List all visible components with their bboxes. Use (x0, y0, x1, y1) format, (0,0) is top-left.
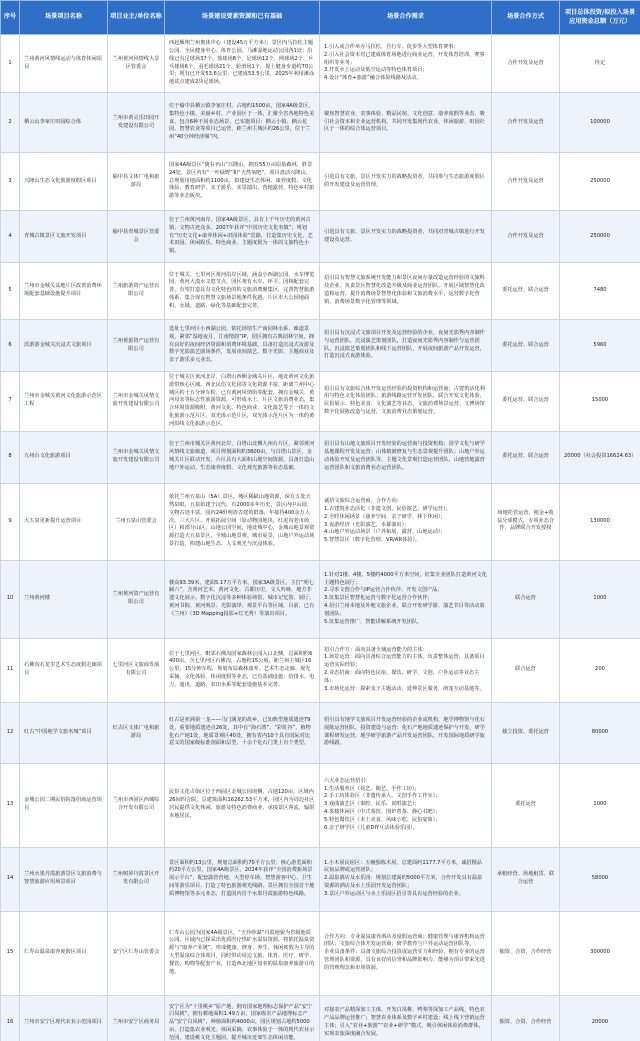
row-no: 12 (1, 702, 20, 763)
row-name: 滨游游金城关沉浸式文旅项目 (20, 320, 108, 372)
row-mode: 独资、合资、合作经营 (492, 911, 560, 995)
row-no: 15 (1, 911, 20, 995)
row-mode: 联合运营 (492, 638, 560, 702)
row-needs: 诚招文旅综合运营商，合作方向： 1.古建筑业态活化（非遗文创、民俗演艺、研学运营）； 2.全时休闲场景（康养空间、亲子研学、林下休闲）； 3.夜游经济（光影演艺、水幕演出）； 4.山地户外运动场景（户外拓展、露营、山地运动）； 5.智慧景区（数字化管理、VR/AR体验）。 (320, 483, 492, 560)
row-resources: 红古是亚洲第一龙——马门溪龙的故乡，已知典型地质遗迹79处，重要地质遗迹点26处，其中有“海石湾”、“彩虹谷”，植物化石产地1处，地质景观区40处，拥有省内10个具有国际对比意义的国家级标准剖面和层型，十余个化石门类上百个类型。 (165, 702, 320, 763)
table-row (1, 763, 640, 847)
row-resources: 仁寿山公园为国家4A级景区，“天异砂瀑”丹霞地貌为省级地质公园，区域内已探采出优质医疗热矿水温泉资源，将依托温泉资源与“康养产业链”，形成健康、修身、养生、休闲度假为主导的大型温泉综合体项目，同时带动周边文旅、体育、医疗、研学、餐饮、购物等配套产业，打造西北地区知名的温泉康养旅游目的地。 (165, 911, 320, 995)
row-needs: 对接农产品精深加工主体，开发白凤桃、鸭梨等深加工产品线，特色农产品品牌运营推广；智慧农业体系及数字乡村建设；线上线下营销运营主体；引入“农业+旅游”“农业+研学”模式，吸引休闲体验消费群体，实现农旅深度融合发展。 (320, 995, 492, 1041)
row-mode: 委托运营、联合运营 (492, 431, 560, 483)
row-needs: 招引具有沉浸式文旅项目开发及运营经验的企业，夜间光影秀内容制作与运营团队，沉浸演艺策划团队，打造夜间光影秀内容制作与运营团队，沉浸演艺策划团队和线下运营团队，开展夜间旅游产品开发运营，打造沉浸式夜游体验。 (320, 320, 492, 372)
row-no: 2 (1, 93, 20, 153)
row-resources: 位于兰州市城关区黄河北岸，白塔山北侧九州台片区，紧邻黄河风情线文旅廊道，项目规划面积约3800亩，与白塔山景区、金城关片区联动开发，片区具有大面积山地空间资源，具备打造山地户外运动、生态康养度假、文化观光旅游等业态基础。 (165, 431, 320, 483)
header-resources: 场景建设要素资源和已有基础 (165, 1, 320, 35)
row-owner: 兰州旅游资产运营有限公司 (108, 263, 165, 320)
row-resources: 西起雁翔兰州奥体中心（建设45万平方米）；景区内马拉松主题公园、全民健身中心、体育公园、马滩湿地运动公园各1处；沿线已有足球场37个、篮球场8个、足球场12个、网球场2个、乒乓球场6个、羽毛球场21个、轮滑场1个，堤上健身步道约70公里；现有已开发53.6公里，已建成53.5公里，2025年利用滩涂地试点建成2块足球场。 (165, 35, 320, 93)
row-resources: 楼高93.39米，建面5.17万平方米，国家3A级景区，主打“明七厢六”，含黄河艺术、黄河文化、古都历史、文人吟咏、地方非遗文化展示、数字化沉浸等多种体验场馆，城市记忆馆、展厅、黄河书院、黄河观景、光影演绎、观景平台等区域，目前，已有《兰州》（3D Mapping投影+灯光秀）等演出项目。 (165, 560, 320, 638)
row-investment: 7480 (560, 263, 640, 320)
row-resources: 景区面积约13公里，规划总面积约70平方公里；核心游览面积约20平方公里，国家4A级景区，2024年获评“全国消费新场景展示平台”，配套露营营地、大型停车场、智慧游客中心、卫生间等游乐项目，打造了特色旅游观光线路，景区拥有全国首个地质博物馆等多元业态，打造国内首个水墨丹霞旅游特色线路。 (165, 847, 320, 911)
header-mode: 场景合作方式 (492, 1, 560, 35)
row-name: 兰州水墨丹霞旅游景区文旅消费与智慧旅游应用场景项目 (20, 847, 108, 911)
row-investment: 100000 (560, 93, 640, 153)
row-resources: 依托兰州五泉山（5A）景区，城区稀缺山地资源，保有五处天然泉眼，五泉始建于汉代，有2000多年历史，景区内中山园、文物古迹丰富，园内24组明清古建筑群落，年接待400余万人次，三大片区、开展拓展空间（原动物园地块，红泥沟老市场区）和部分山区，山地公园空间，地处城中心，金城山地景观资源打造大五泉景区，全城山地景观、城市夏景，山地户外运动场景打造，构建山地生态、人文观光与沉浸体验。 (165, 483, 320, 560)
table-row (1, 35, 640, 93)
table-row (1, 483, 640, 560)
row-resources: 位于城关、七里河区黄河沿岸区域，涵盖小西湖公园、水车博览园、黄河大漠水文览节点，园区观有水车、环卫、园林配套完善、有望打造具有文化特色的的文旅消费聚集区，完善智慧旅游体系，集合现有智慧文旅场景地条件优越，片区市大公园地面积、水域、道路、绿化等基础配套完善。 (165, 263, 320, 320)
row-owner: 安宁区仁寿山管委会 (108, 911, 165, 995)
row-resources: 国家4A级景区“陇右名山”兴隆山，拥有55万亩原始森林，胜景24处，景区内有“一叶绿野”和“天然氧吧”，项目盘活兴隆山，总规划用地面积约1100亩，拟建设生态休闲、康养度假、文化体验、教育研学、亲子游乐、实景演出、营地露营、特色乡村旅游等业态板块。 (165, 153, 320, 211)
row-owner: 七里河区文旅商发展有限公司 (108, 638, 165, 702)
table-row (1, 560, 640, 638)
row-mode: 委托运营、联合运营 (492, 372, 560, 432)
row-mode: 独资、合资、合作经营 (492, 995, 560, 1041)
row-investment: 200 (560, 638, 640, 702)
row-needs: 招引具有山地文旅项目开发经验的运营商与投资机构；国学文化与研学基地课程开发及运营；山体植被修复与生态景观提升团队；山地户外运动体验开发及运营团队等，主题文化景观打造运营团队、山地营地露营运营团队和文旅消费业态运营团队。 (320, 431, 492, 483)
table-row (1, 911, 640, 995)
row-no: 8 (1, 431, 20, 483)
row-name: 石佛沟石龙里艺术生态度假走廊项目 (20, 638, 108, 702)
row-needs: 六大业态运营招引： 1.生活服务区（花艺、陶艺、手作工坊）； 2.手工坊体验区（非遗传承人、文创手作工作室）； 3.戏曲演艺区（秦腔、民乐、说唱演艺）； 4.茶楼休闲区（中式茶饮、围炉煮茶、静心书吧）； 5.特色餐饮区（本土美食、风味小吃、民俗宴席）； 6.亲子研学区（儿童DIY互动体验乐园）。 (320, 763, 492, 847)
row-mode: 合作开发及运营 (492, 153, 560, 211)
table-row (1, 702, 640, 763)
row-no: 7 (1, 372, 20, 432)
row-resources: 民俗文化古街区位于西固区金城公园南侧，占地120亩，区域内26间四合院，总建筑面积16262.53平方米，园区内为周边社区居民提供文化休闲、旅游及特色消费商业，承接景区客流，辐射本地居民。 (165, 763, 320, 847)
row-investment: 250000 (560, 153, 640, 211)
row-resources: 位于七里河区，毗邻石佛沟国家森林公园入口北侧，总面积约6400亩，含七里河区石佛沟，占地约15公顷，距兰州主城区16公里，15分钟车程，规划布局森林康养、艺术生态走廊、观光采摘、文化体验、休闲度假等业态，已有基础设施：给排水、电力、通讯、道路、农田水系等配套设施基本完善。 (165, 638, 320, 702)
row-mode: 合作开发及运营 (492, 93, 560, 153)
row-no: 4 (1, 211, 20, 263)
row-no: 5 (1, 263, 20, 320)
table-row (1, 320, 640, 372)
row-owner: 兰州黄旅资产运营有限公司 (108, 320, 165, 372)
header-no: 序号 (1, 1, 20, 35)
row-needs: 合作方向：专业温泉康养酒店及度假运营商；健康管理与康养机构运营团队；文旅综合体开发运营商；研学教育与户外运动运营团队等。 企业具备条件：具备文旅综合投资或运营实力和经验，拥有专业的运营管理团队和资源，具有良好的信誉和品牌影响力，能够为项目带来先进的管理理念和市场资源。 (320, 911, 492, 995)
row-investment: 1000 (560, 560, 640, 638)
row-needs: 1.针对1楼、4楼、5楼约4000平方米空间，征集专业团队打造黄河文化主题特色展厅； 2.寻求文创合作与IP运营合作伙伴、开发文创产品； 3.征集景区智慧化运营与数字化运营合作伙伴； 4.招引兰州本地及外地文旅企业，联合开发研学游、演艺节目等活动策划团队； 5.征集运营推广，智能讲解系统开发团队。 (320, 560, 492, 638)
row-name: 青城古镇景区文旅开发项目 (20, 211, 108, 263)
row-needs: 招引具有智慧文旅系统开发能力和景区夜间存量改造运营经验的文旅科技企业，负责景区智慧化改造升级及商业运营团队、开展区域智慧化改造和运营，提升消费场景智慧化体验和文旅消费水平，运营数字化营销、消费场景数字化管理等领域。 (320, 263, 492, 320)
row-owner: 兰州黄河资产运营有限公司 (108, 560, 165, 638)
table-row (1, 153, 640, 211)
row-owner: 兰州市金城关风情文旅开发建设有限公司 (108, 372, 165, 432)
row-investment: 80000 (560, 702, 640, 763)
row-needs: 1.小木屋民宿区：五幢独栋木屋，总建面约1177.7平方米，诚招精品民宿品牌或运营团队； 2.温泉酒店及水乐园：规划总建面约5000平方米，合作开发具有温泉资源的酒店及水上乐园开发运营团队； 3.景区户外运动区与水上乐园区招引等具有运营经验的企业。 (320, 847, 492, 911)
row-owner: 兰州市西固区西城综合开发有限公司 (108, 763, 165, 847)
row-investment: 5960 (560, 320, 640, 372)
row-needs: 招引具有文旅综合体开发运营经验的投资机构和运营商；古建筑活化利用与特色文化体验团队；旅游线路运营开发团队，联合开发文化体验、民俗展示、特色美食、文化演艺等业态，文旅消费场景运营、文博场馆数字化展陈改造与运营，文旅消费业态策划运营。 (320, 372, 492, 432)
table-row (1, 638, 640, 702)
row-name: 兰州市安宁区现代农业示范园项目 (20, 995, 108, 1041)
table-row (1, 263, 640, 320)
table-row (1, 995, 640, 1041)
row-mode: 场地托管运营、租金+收益分成模式，专项业态合作，品牌联合开发授权 (492, 483, 560, 560)
row-investment: 58000 (560, 847, 640, 911)
row-needs: 引进具有文旅、景区开发实力的战略投资者，共同参与生态旅游度假区的开发建设及运营管理。 (320, 153, 492, 211)
header-investment: 项目总体投资/拟投入场景应用资金总额（万元） (560, 1, 640, 35)
header-needs: 场景合作需求 (320, 1, 492, 35)
row-no: 11 (1, 638, 20, 702)
row-no: 13 (1, 763, 20, 847)
row-mode: 联合运营 (492, 560, 560, 638)
row-owner: 兰州市金城关风情文旅开发建设有限公司 (108, 431, 165, 483)
row-name: 栖云山李家庄田园综合体 (20, 93, 108, 153)
row-no: 9 (1, 483, 20, 560)
table-row (1, 847, 640, 911)
header-name: 场景项目名称 (20, 1, 108, 35)
row-investment: 250000 (560, 211, 640, 263)
row-owner: 红古区文体广电和旅游局 (108, 702, 165, 763)
row-owner: 兰州市安宁区商务局 (108, 995, 165, 1041)
row-name: 大五泉更新提升运营项目 (20, 483, 108, 560)
row-owner: 兰州树屏丹霞景区开发有限公司 (108, 847, 165, 911)
row-investment: 20000（社会投资16624.63） (560, 431, 640, 483)
row-name: 九州台文化旅游项目 (20, 431, 108, 483)
row-mode: 合作开发及运营 (492, 35, 560, 93)
row-mode: 委托运营、联合运营 (492, 263, 560, 320)
row-resources: 位于榆中县栖云镇李家庄村，占地约1500亩，国家4A级景区，集特色小镇、美丽乡村、产业园区于一体，汇聚全省各地特色美食，包含6种不同业态场景，已实施项目：栖云小镇、栖云花园、智慧农业等项目已运营，距兰州主城区约26公里，位于兰州“40分钟经济圈”内。 (165, 93, 320, 153)
row-no: 16 (1, 995, 20, 1041)
row-investment: 130000 (560, 483, 640, 560)
row-name: 金城公园二期民俗院落招商运营项目 (20, 763, 108, 847)
row-mode: 委托运营、联合运营 (492, 320, 560, 372)
row-resources: 位于城关区黄河北岸，白塔山西侧金城关片区，地处黄河文化旅游带核心区域，西北民俗文化园等文化资源丰富，距离兰州中心城区约十五分钟车程，已有黄河风情街等配套，拥有金城关、黄河母亲等标志性旅游资源，可形成水上、片区文旅消费业态，集合环境资源吸附，黄河文化、特色商业、文化演艺等于一体的文化旅游示范片区，双光体示范片区，双光体示范片区为一体的黄河沿线文化旅游示范区。 (165, 372, 320, 432)
row-no: 14 (1, 847, 20, 911)
row-no: 10 (1, 560, 20, 638)
row-needs: 聚焦智慧农业、农事体验、精品民宿、文化创意、康养度假等业态，吸引社会资本和专业运营机构，共同开发集现代农业、休闲旅游、田园社区于一体的综合体运营项目。 (320, 93, 492, 153)
row-resources: 位于兰州黄河南岸，国家4A级景区，具有上千年历史的黄河古镇，文物古迹众多，2007年获评“中国历史文化名镇”；规划有“历史文化+康养休闲+田园体验”思路，打造集历史文化、艺术田园、休闲娱乐、特色商业、主题度假为一体的文旅特色小镇。 (165, 211, 320, 263)
header-owner: 项目业主/单位名称 (108, 1, 165, 35)
row-mode: 合作开发及运营 (492, 211, 560, 263)
row-owner: 榆中县青城景区管委会 (108, 211, 165, 263)
row-needs: 招引具有地学文旅项目开发运营经验的企业或机构，地学博物馆与化石展陈运营团队，投资建设与运营：化石产地地质遗迹保护与开发，研学课程研发运营，地学研学旅游产品开发运营团队，开发国际地质研学旅游线路。 (320, 702, 492, 763)
row-investment: 1000 (560, 763, 640, 847)
table-row (1, 431, 640, 483)
row-investment: 20000 (560, 995, 640, 1041)
row-name: 仁寿山温泉康养度假区项目 (20, 911, 108, 995)
row-owner: 兰州黄河风情线大景区管委会 (108, 35, 165, 93)
row-resources: 安宁区为“十里桃乡”原产地，拥有国家地理标志保护产品“安宁白凤桃”，拥有耕地面积1.49万亩，国家级农产品地理标志产品“安宁白凤桃”，种植面积约4000亩，园区规划占地约5000亩，打造集农业观光、休闲采摘、农事体验于一体的现代农业示范园，建设桃文化主题园，提升城市近郊生态休闲功能。 (165, 995, 320, 1041)
row-name: 兰州黄河风情线运动与体育休闲项目 (20, 35, 108, 93)
row-investment: 15000 (560, 372, 640, 432)
row-mode: 承租经营、场地租赁、联合运营 (492, 847, 560, 911)
row-no: 3 (1, 153, 20, 211)
row-no: 6 (1, 320, 20, 372)
row-needs: 引进具有文旅、景区开发实力的战略投资者，共同对青城古镇进行开发建设及运营。 (320, 211, 492, 263)
table-row (1, 93, 640, 153)
row-owner: 榆中县文体广电和旅游局 (108, 153, 165, 211)
row-owner: 兰州五泉山管委会 (108, 483, 165, 560)
table-row (1, 372, 640, 432)
row-name: 红古“中国地学文旅名城”项目 (20, 702, 108, 763)
row-owner: 兰州市黄灵乐田园开发建设有限公司 (108, 93, 165, 153)
row-name: 兴隆山生态文化旅游度假区项目 (20, 153, 108, 211)
row-name: 兰州市金城关黄河文化旅游示范区工程 (20, 372, 108, 432)
row-mode: 委托运营 (492, 763, 560, 847)
row-needs: 1.引入或合作举办马拉松、自行车、徒步等大型体育赛事； 2.引入社会资本对已建成体育场地进行商业运营，开发体育培训、赛事组织等业务； 3.开发水上运动及低空运动等特色体育项目； 4.设计“体育+旅游”融合体验线路及活动。 (320, 35, 492, 93)
row-needs: 招引合作方：面向具备全域运营能力的主体： 1.场景运营：面向具备综合运营能力的主体，负责整体运营，具备项目运营实际经验； 2.业态招商：面向特色民宿、餐饮、研学、文创、户外运动等业态主体； 3.市场化运营：探索亲子主题活动、延伸景区服务，萌宠互动基地等。 (320, 638, 492, 702)
row-no: 1 (1, 35, 20, 93)
row-name: 兰州黄河楼 (20, 560, 108, 638)
table-row (1, 211, 640, 263)
row-mode: 独立投资、委托运营 (492, 702, 560, 763)
row-name: 兰州市金城关盆地片区改善消费环境配套基础设施提升项目 (20, 263, 108, 320)
row-investment: 待定 (560, 35, 640, 93)
row-resources: 选址七里河区小西湖公园，依托场馆生产南园林水系、廊道景观，紧邻“湿地夜月、江南情韵”IP，园区拥有古典园林空间，拥有良好的夜间经济资源和消费环境基础，具备打造沉浸式夜游及数字光影演艺剧场条件，发展夜间演艺、数字光影、主题商业及亲子游乐多元业态。 (165, 320, 320, 372)
table-header-row (1, 1, 640, 35)
row-investment: 300000 (560, 911, 640, 995)
